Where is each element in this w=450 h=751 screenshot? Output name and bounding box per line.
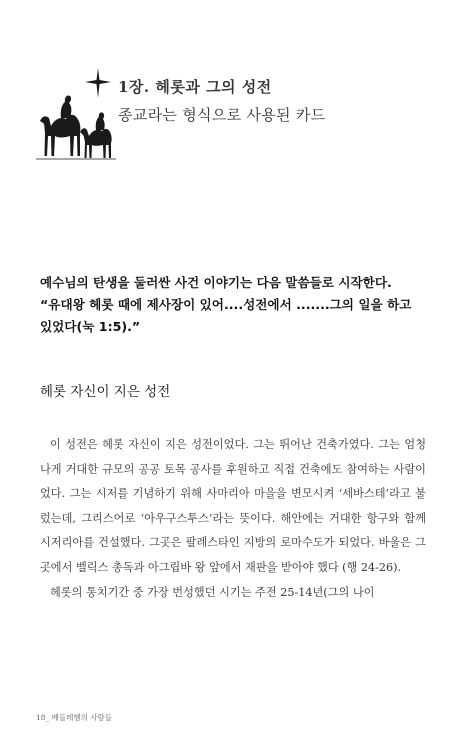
intro-quote: [40, 272, 426, 338]
chapter-title: 1장. 헤롯과 그의 성전: [118, 78, 272, 96]
body-paragraph: 이 성전은 헤롯 자신이 지은 성전이었다. 그는 뛰어난 건축가였다. 그는 엄청나게 거대한 규모의 공공 토목 공사를 후원하고 직접 건축에도 참여하는 사람이었다. 그는 시저를 기념하기 위해 사마리아 마을을 변모시켜 ‘세바스테’라고 불렀는데, 그리스어로 ‘아우구스투스’라는 뜻이다. 해안에는 거대한 항구와 함께 시저리아를 건설했다. 그곳은 팔레스타인 지방의 로마수도가 되었다. 바울은 그곳에서 벨릭스 총독과 아그립바 왕 앞에서 재판을 받아야 했다 (행 24-26).: [40, 438, 426, 574]
section-heading: 헤롯 자신이 지은 성전: [40, 384, 171, 400]
camels-and-star-icon: [36, 66, 116, 166]
chapter-subtitle: 종교라는 형식으로 사용된 카드: [118, 106, 326, 124]
page-footer: 18_ 베들레헴의 사람들: [36, 713, 113, 722]
intro-line: 있었다(눅 1:5).”: [40, 319, 141, 334]
body-text: [40, 433, 426, 605]
chapter-header: [36, 66, 436, 166]
body-paragraph: 헤롯의 통치기간 중 가장 번성했던 시기는 주전 25-14년(그의 나이: [50, 585, 375, 599]
intro-line: “유대왕 헤롯 때에 제사장이 있어....성전에서 .......그의 일을 하고: [40, 297, 412, 312]
intro-line: 예수님의 탄생을 둘러싼 사건 이야기는 다음 말씀들로 시작한다.: [40, 275, 392, 290]
